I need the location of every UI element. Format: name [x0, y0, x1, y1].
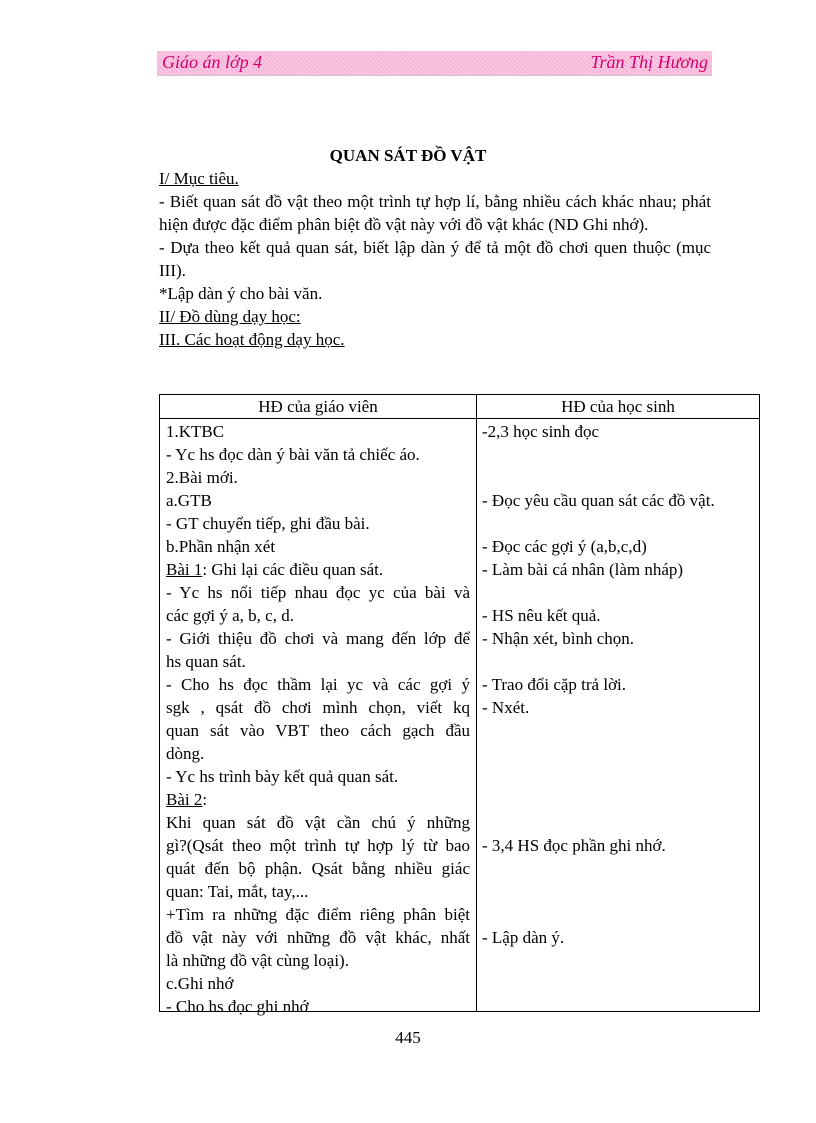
student-line [482, 765, 756, 788]
teacher-line: - Cho hs đọc thầm lại yc và các gợi ý [166, 675, 470, 694]
teacher-line: b.Phần nhận xét [166, 537, 276, 556]
teacher-line [166, 788, 470, 811]
student-line [482, 443, 756, 466]
teacher-line: - Yc hs nối tiếp nhau đọc yc của bài và [166, 583, 470, 602]
student-line [482, 811, 756, 834]
objective-3: *Lập dàn ý cho bài văn. [159, 284, 323, 303]
teacher-line: các gợi ý a, b, c, d. [166, 606, 294, 625]
student-line [482, 995, 756, 1018]
student-line: - HS nêu kết quả. [482, 606, 601, 625]
teacher-line: gì?(Qsát theo một trình tự hợp lý từ bao [166, 836, 470, 855]
student-line [482, 581, 756, 604]
lesson-objectives [159, 167, 711, 351]
table-header-divider [160, 418, 759, 419]
student-line [482, 857, 756, 880]
lesson-title: QUAN SÁT ĐỒ VẬT [329, 146, 487, 165]
teacher-line: Khi quan sát đồ vật cần chú ý những [166, 813, 470, 832]
student-line [482, 880, 756, 903]
teacher-line: - Yc hs trình bày kết quả quan sát. [166, 767, 399, 786]
student-line: - Lập dàn ý. [482, 928, 565, 947]
student-line [482, 719, 756, 742]
student-line: - Nxét. [482, 698, 530, 717]
table-column-divider [476, 395, 477, 1011]
student-line [482, 788, 756, 811]
teacher-line: hs quan sát. [166, 652, 246, 671]
student-line [482, 742, 756, 765]
page-number: 445 [395, 1028, 421, 1047]
teacher-line: quan: Tai, mắt, tay,... [166, 882, 309, 901]
student-line: - Nhận xét, bình chọn. [482, 629, 635, 648]
header-author: Trần Thị Hương [590, 52, 708, 72]
table-header-teacher: HĐ của giáo viên [258, 397, 378, 416]
table-header-student: HĐ của học sinh [561, 397, 675, 416]
student-line: -2,3 học sinh đọc [482, 422, 600, 441]
student-line [482, 512, 756, 535]
student-line [482, 903, 756, 926]
teacher-line: - Yc hs đọc dàn ý bài văn tả chiếc áo. [166, 445, 420, 464]
exercise-label: Bài 1 [166, 560, 203, 579]
student-line [482, 650, 756, 673]
exercise-text: : Ghi lại các điều quan sát. [202, 560, 384, 579]
exercise-label: Bài 2 [166, 790, 203, 809]
student-line [482, 949, 756, 972]
activities-table [159, 394, 760, 1016]
student-line: - Đọc yêu cầu quan sát các đồ vật. [482, 491, 715, 510]
teacher-line: quát đến bộ phận. Qsát bằng nhiều giác [166, 859, 470, 878]
teacher-line: quan sát vào VBT theo cách gạch đầu [166, 721, 470, 740]
teacher-line: sgk , qsát đồ chơi mình chọn, viết kq [166, 698, 470, 717]
teacher-line: 2.Bài mới. [166, 468, 238, 487]
teacher-line [166, 558, 470, 581]
section-heading-activities: III. Các hoạt động dạy học. [159, 330, 345, 349]
teacher-activities-column [166, 420, 470, 1018]
student-line: - 3,4 HS đọc phần ghi nhớ. [482, 836, 666, 855]
teacher-line: - GT chuyển tiếp, ghi đầu bài. [166, 514, 370, 533]
teacher-line: +Tìm ra những đặc điểm riêng phân biệt [166, 905, 470, 924]
teacher-line: là những đồ vật cùng loại). [166, 951, 349, 970]
page-header-band [157, 51, 712, 76]
teacher-line: - Cho hs đọc ghi nhớ [166, 997, 309, 1016]
student-activities-column [482, 420, 756, 1018]
teacher-line: 1.KTBC [166, 422, 225, 441]
section-heading-materials: II/ Đồ dùng dạy học: [159, 307, 301, 326]
objective-2: - Dựa theo kết quả quan sát, biết lập dàn ý để tả một đồ chơi quen thuộc (mục III). [159, 238, 711, 280]
teacher-line: c.Ghi nhớ [166, 974, 234, 993]
teacher-line: a.GTB [166, 491, 212, 510]
objective-1: - Biết quan sát đồ vật theo một trình tự hợp lí, bằng nhiều cách khác nhau; phát hiện được đặc điểm phân biệt đồ vật này với đồ vật khác (ND Ghi nhớ). [159, 192, 711, 234]
teacher-line: dòng. [166, 744, 205, 763]
section-heading-objectives: I/ Mục tiêu. [159, 169, 239, 188]
teacher-line: đồ vật này với những đồ vật khác, nhất [166, 928, 470, 947]
student-line: - Trao đổi cặp trả lời. [482, 675, 627, 694]
student-line [482, 972, 756, 995]
exercise-text: : [202, 790, 208, 809]
student-line: - Làm bài cá nhân (làm nháp) [482, 560, 684, 579]
student-line [482, 466, 756, 489]
header-subject: Giáo án lớp 4 [162, 52, 263, 72]
teacher-line: - Giới thiệu đồ chơi và mang đến lớp để [166, 629, 470, 648]
student-line: - Đọc các gợi ý (a,b,c,d) [482, 537, 647, 556]
